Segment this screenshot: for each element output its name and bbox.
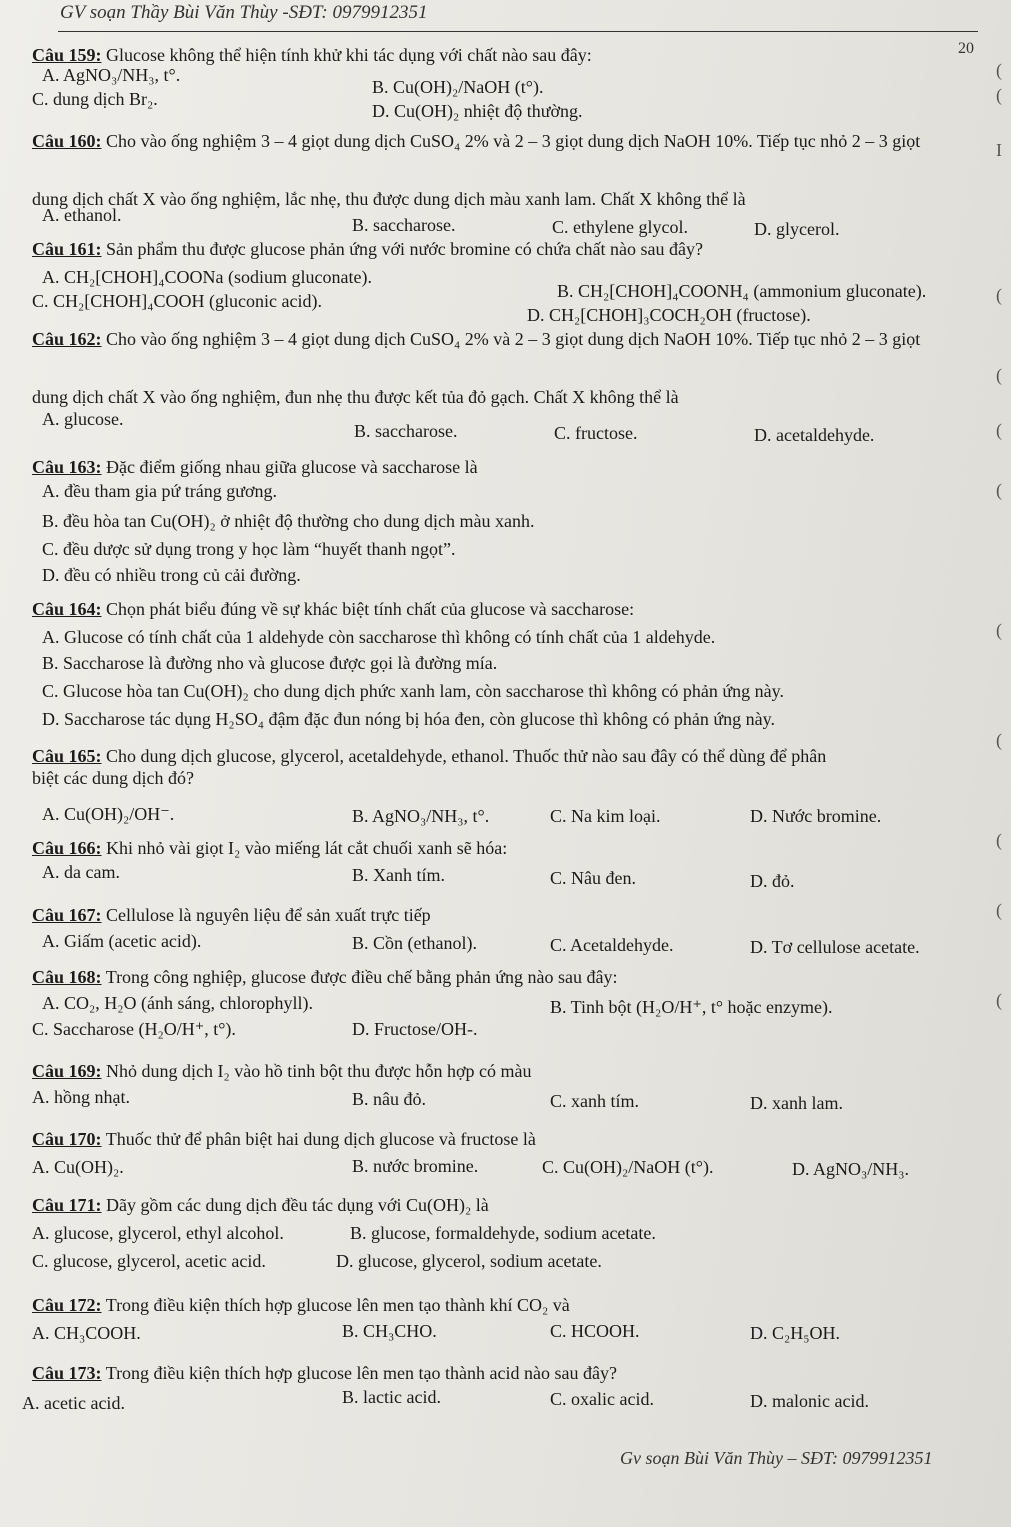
option-c: C. glucose, glycerol, acetic acid. <box>32 1251 266 1271</box>
option-b: B. Cồn (ethanol). <box>352 933 477 953</box>
option-b: B. saccharose. <box>352 215 456 235</box>
option-c: C. đều dược sử dụng trong y học làm “huyết thanh ngọt”. <box>42 539 456 559</box>
option-d: D. đều có nhiều trong củ cải đường. <box>42 565 301 585</box>
question-number: Câu 165: <box>32 746 102 766</box>
question-text: Cho vào ống nghiệm 3 – 4 giọt dung dịch CuSO₄ 2% và 2 – 3 giọt dung dịch NaOH 10%. Tiếp tục nhỏ 2 – 3 giọt <box>106 131 921 151</box>
header-text: GV soạn Thầy Bùi Văn Thùy -SĐT: 0979912351 <box>60 2 428 23</box>
question-number: Câu 170: <box>32 1129 102 1149</box>
option-b: B. Cu(OH)₂/NaOH (t°). <box>372 77 544 97</box>
page-number: 20 <box>958 40 974 57</box>
option-a: A. AgNO₃/NH₃, t°. <box>42 65 181 85</box>
option-a: A. hồng nhạt. <box>32 1087 130 1107</box>
adjacent-page-edge: ( ( I ( ( ( ( ( ( ( ( ( <box>996 60 1002 1010</box>
question-text: Cho dung dịch glucose, glycerol, acetaldehyde, ethanol. Thuốc thử nào sau đây có thể dùng để phân <box>106 746 827 766</box>
question-text: Sản phẩm thu được glucose phản ứng với nước bromine có chứa chất nào sau đây? <box>106 239 703 259</box>
question-text-cont: biệt các dung dịch đó? <box>32 768 194 788</box>
option-c: C. oxalic acid. <box>550 1389 654 1409</box>
question-text: Đặc điểm giống nhau giữa glucose và saccharose là <box>106 457 478 477</box>
option-d: D. AgNO₃/NH₃. <box>792 1159 910 1179</box>
option-a: A. glucose, glycerol, ethyl alcohol. <box>32 1223 284 1243</box>
option-b: B. nước bromine. <box>352 1156 479 1176</box>
option-a: A. Giấm (acetic acid). <box>42 931 202 951</box>
question-text: Chọn phát biểu đúng về sự khác biệt tính chất của glucose và saccharose: <box>106 599 635 619</box>
option-b: B. đều hòa tan Cu(OH)₂ ở nhiệt độ thường cho dung dịch màu xanh. <box>42 511 535 531</box>
question-text: Cho vào ống nghiệm 3 – 4 giọt dung dịch CuSO₄ 2% và 2 – 3 giọt dung dịch NaOH 10%. Tiếp tục nhỏ 2 – 3 giọt <box>106 329 921 349</box>
option-b: B. glucose, formaldehyde, sodium acetate. <box>350 1223 656 1243</box>
option-c: C. Nâu đen. <box>550 868 636 888</box>
option-d: D. malonic acid. <box>750 1391 869 1411</box>
question-number: Câu 172: <box>32 1295 102 1315</box>
option-b: B. CH₂[CHOH]₄COONH₄ (ammonium gluconate). <box>557 281 927 301</box>
question-text: Trong điều kiện thích hợp glucose lên men tạo thành khí CO₂ và <box>105 1295 570 1315</box>
option-a: A. đều tham gia pứ tráng gương. <box>42 481 277 501</box>
option-d: D. glycerol. <box>754 219 840 239</box>
option-c: C. dung dịch Br₂. <box>32 89 158 109</box>
question-text-cont: dung dịch chất X vào ống nghiệm, lắc nhẹ, thu được dung dịch màu xanh lam. Chất X không thể là <box>32 189 746 209</box>
option-a: A. CH₃COOH. <box>32 1323 141 1343</box>
header-rule <box>58 31 978 32</box>
option-a: A. glucose. <box>42 409 124 429</box>
option-c: C. Na kim loại. <box>550 806 661 826</box>
option-b: B. lactic acid. <box>342 1387 441 1407</box>
option-d: D. Saccharose tác dụng H₂SO₄ đậm đặc đun nóng bị hóa đen, còn glucose thì không có phản ứng này. <box>42 709 775 729</box>
option-c: C. Glucose hòa tan Cu(OH)₂ cho dung dịch phức xanh lam, còn saccharose thì không có phản ứng này. <box>42 681 784 701</box>
option-c: C. fructose. <box>554 423 638 443</box>
option-a: A. acetic acid. <box>22 1393 125 1413</box>
option-a: A. Glucose có tính chất của 1 aldehyde còn saccharose thì không có tính chất của 1 aldehyde. <box>42 627 716 647</box>
option-c: C. ethylene glycol. <box>552 217 688 237</box>
option-a: A. Cu(OH)₂/OH⁻. <box>42 804 175 824</box>
question-number: Câu 164: <box>32 599 102 619</box>
question-number: Câu 163: <box>32 457 102 477</box>
question-number: Câu 169: <box>32 1061 102 1081</box>
question-number: Câu 167: <box>32 905 102 925</box>
option-b: B. Xanh tím. <box>352 865 445 885</box>
question-text: Khi nhỏ vài giọt I₂ vào miếng lát cắt chuối xanh sẽ hóa: <box>106 838 508 858</box>
option-d: D. Nước bromine. <box>750 806 882 826</box>
option-a: A. da cam. <box>42 862 120 882</box>
option-d: D. CH₂[CHOH]₃COCH₂OH (fructose). <box>527 305 811 325</box>
question-number: Câu 162: <box>32 329 102 349</box>
option-c: C. xanh tím. <box>550 1091 639 1111</box>
option-c: C. Saccharose (H₂O/H⁺, t°). <box>32 1019 236 1039</box>
option-b: B. CH₃CHO. <box>342 1321 437 1341</box>
option-d: D. acetaldehyde. <box>754 425 875 445</box>
option-d: D. Fructose/OH-. <box>352 1019 478 1039</box>
option-d: D. Cu(OH)₂ nhiệt độ thường. <box>372 101 583 121</box>
option-a: A. ethanol. <box>42 205 122 225</box>
question-number: Câu 161: <box>32 239 102 259</box>
option-a: A. Cu(OH)₂. <box>32 1157 124 1177</box>
question-number: Câu 160: <box>32 131 102 151</box>
option-d: D. Tơ cellulose acetate. <box>750 937 920 957</box>
option-b: B. Saccharose là đường nho và glucose được gọi là đường mía. <box>42 653 498 673</box>
option-d: D. glucose, glycerol, sodium acetate. <box>336 1251 602 1271</box>
option-c: C. HCOOH. <box>550 1321 640 1341</box>
option-b: B. AgNO₃/NH₃, t°. <box>352 806 490 826</box>
option-d: D. xanh lam. <box>750 1093 843 1113</box>
question-text: Cellulose là nguyên liệu để sản xuất trực tiếp <box>106 905 431 925</box>
footer-text: Gv soạn Bùi Văn Thùy – SĐT: 0979912351 <box>620 1448 933 1468</box>
option-a: A. CO₂, H₂O (ánh sáng, chlorophyll). <box>42 993 314 1013</box>
question-number: Câu 173: <box>32 1363 102 1383</box>
question-number: Câu 159: <box>32 45 102 65</box>
option-a: A. CH₂[CHOH]₄COONa (sodium gluconate). <box>42 267 373 287</box>
option-b: B. nâu đỏ. <box>352 1089 426 1109</box>
question-text-cont: dung dịch chất X vào ống nghiệm, đun nhẹ thu được kết tủa đỏ gạch. Chất X không thể là <box>32 387 679 407</box>
question-number: Câu 166: <box>32 838 102 858</box>
option-d: D. đỏ. <box>750 871 795 891</box>
option-d: D. C₂H₅OH. <box>750 1323 841 1343</box>
question-text: Glucose không thể hiện tính khử khi tác dụng với chất nào sau đây: <box>106 45 592 65</box>
option-c: C. Acetaldehyde. <box>550 935 674 955</box>
question-number: Câu 171: <box>32 1195 102 1215</box>
question-text: Nhỏ dung dịch I₂ vào hồ tinh bột thu được hỗn hợp có màu <box>106 1061 532 1081</box>
question-text: Thuốc thử để phân biệt hai dung dịch glucose và fructose là <box>105 1129 536 1149</box>
question-text: Trong công nghiệp, glucose được điều chế bằng phản ứng nào sau đây: <box>105 967 618 987</box>
question-text: Trong điều kiện thích hợp glucose lên men tạo thành acid nào sau đây? <box>105 1363 617 1383</box>
option-c: C. CH₂[CHOH]₄COOH (gluconic acid). <box>32 291 323 311</box>
option-b: B. saccharose. <box>354 421 458 441</box>
option-c: C. Cu(OH)₂/NaOH (t°). <box>542 1157 714 1177</box>
question-text: Dãy gồm các dung dịch đều tác dụng với Cu(OH)₂ là <box>106 1195 489 1215</box>
option-b: B. Tinh bột (H₂O/H⁺, t° hoặc enzyme). <box>550 997 833 1017</box>
question-number: Câu 168: <box>32 967 102 987</box>
